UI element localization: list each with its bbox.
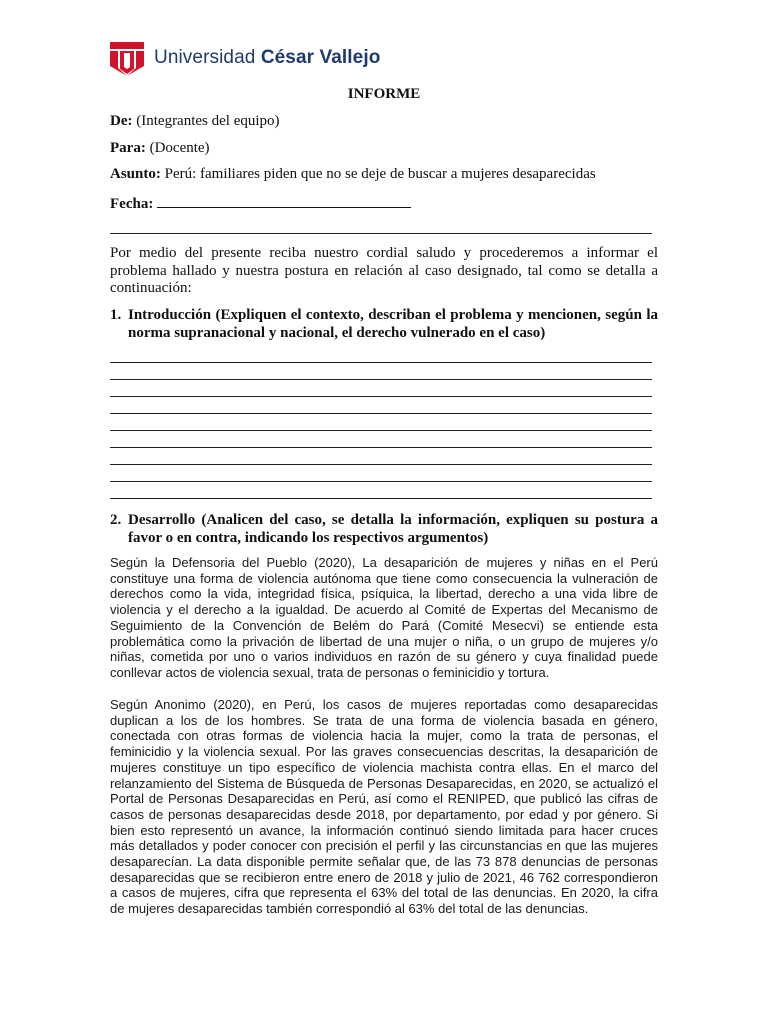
section2-title: Desarrollo (Analicen del caso, se detalla la información, expliquen su postura a favor o en contra, indicando los respectivos argumentos) xyxy=(128,512,658,546)
field-asunto xyxy=(110,166,596,183)
field-fecha xyxy=(110,193,411,213)
field-asunto-label: Asunto: xyxy=(110,166,161,182)
field-de xyxy=(110,113,280,130)
field-para-label: Para: xyxy=(110,140,146,156)
field-de-value: (Integrantes del equipo) xyxy=(136,113,280,129)
blank-line xyxy=(110,362,652,363)
blank-line xyxy=(110,430,652,431)
blank-line xyxy=(110,413,652,414)
section2-number: 2. xyxy=(110,512,122,528)
document-title: INFORME xyxy=(347,86,421,102)
field-para-value: (Docente) xyxy=(149,140,210,156)
field-para xyxy=(110,140,210,157)
blank-line xyxy=(110,379,652,380)
blank-line xyxy=(110,396,652,397)
field-asunto-value: Perú: familiares piden que no se deje de buscar a mujeres desaparecidas xyxy=(164,166,596,182)
section2-heading xyxy=(110,511,658,547)
field-fecha-label: Fecha: xyxy=(110,196,154,212)
blank-line xyxy=(110,481,652,482)
ucv-shield-icon xyxy=(110,40,144,76)
section1-title: Introducción (Expliquen el contexto, describan el problema y mencionen, según la norma supranacional y nacional, el derecho vulnerado en el caso) xyxy=(128,307,658,341)
fecha-blank-line xyxy=(157,193,411,208)
header-divider-line xyxy=(110,233,652,234)
blank-line xyxy=(110,498,652,499)
field-de-label: De: xyxy=(110,113,133,129)
intro-paragraph: Por medio del presente reciba nuestro cordial saludo y procederemos a informar el problema hallado y nuestra postura en relación al caso designado, tal como se detalla a continuación: xyxy=(110,245,658,296)
section1-heading xyxy=(110,306,658,342)
section2-paragraph-1: Según la Defensoria del Pueblo (2020), La desaparición de mujeres y niñas en el Perú constituye una forma de violencia autónoma que tiene como consecuencia la vulneración de derechos como la vida, integridad física, psíquica, la libertad, derecho a una vida libre de violencia y el derecho a la igualdad. De acuerdo al Comité de Expertas del Mecanismo de Seguimiento de la Convención de Belém do Pará (Comité Mesecvi) se entiende esta problemática como la privación de libertad de una mujer o niña, o un grupo de mujeres y/o niñas, cometida por uno o varios individuos en razón de su género y cuya finalidad puede conllevar actos de violencia sexual, trata de personas o feminicidio y tortura. xyxy=(110,555,658,680)
section2-paragraph-2: Según Anonimo (2020), en Perú, los casos de mujeres reportadas como desaparecidas duplican a los de los hombres. Se trata de una forma de violencia basada en género, conectada con otras formas de violencia hacia la mujer, como la trata de personas, el feminicidio y la violencia sexual. Por las graves consecuencias descritas, la desaparición de mujeres constituye un tipo específico de violencia machista contra ellas. En el marco del relanzamiento del Sistema de Búsqueda de Personas Desaparecidas, en 2020, se actualizó el Portal de Personas Desaparecidas en Perú, así como el RENIPED, que publicó las cifras de casos de personas desaparecidas desde 2018, por departamento, por edad y por género. Si bien esto representó un avance, la información continuó siendo limitada para hacer cruces más detallados y poder conocer con precisión el perfil y las circunstancias en que las mujeres desaparecían. La data disponible permite señalar que, de las 73 878 denuncias de personas desaparecidas que se recibieron entre enero de 2018 y julio de 2021, 46 762 correspondieron a casos de mujeres, cifra que representa el 63% del total de las denuncias. En 2020, la cifra de mujeres desaparecidas también correspondió al 63% del total de las denuncias. xyxy=(110,697,658,917)
blank-line xyxy=(110,464,652,465)
university-logo xyxy=(110,40,380,76)
section1-number: 1. xyxy=(110,307,122,323)
blank-line xyxy=(110,447,652,448)
university-name: Universidad César Vallejo xyxy=(154,47,381,68)
